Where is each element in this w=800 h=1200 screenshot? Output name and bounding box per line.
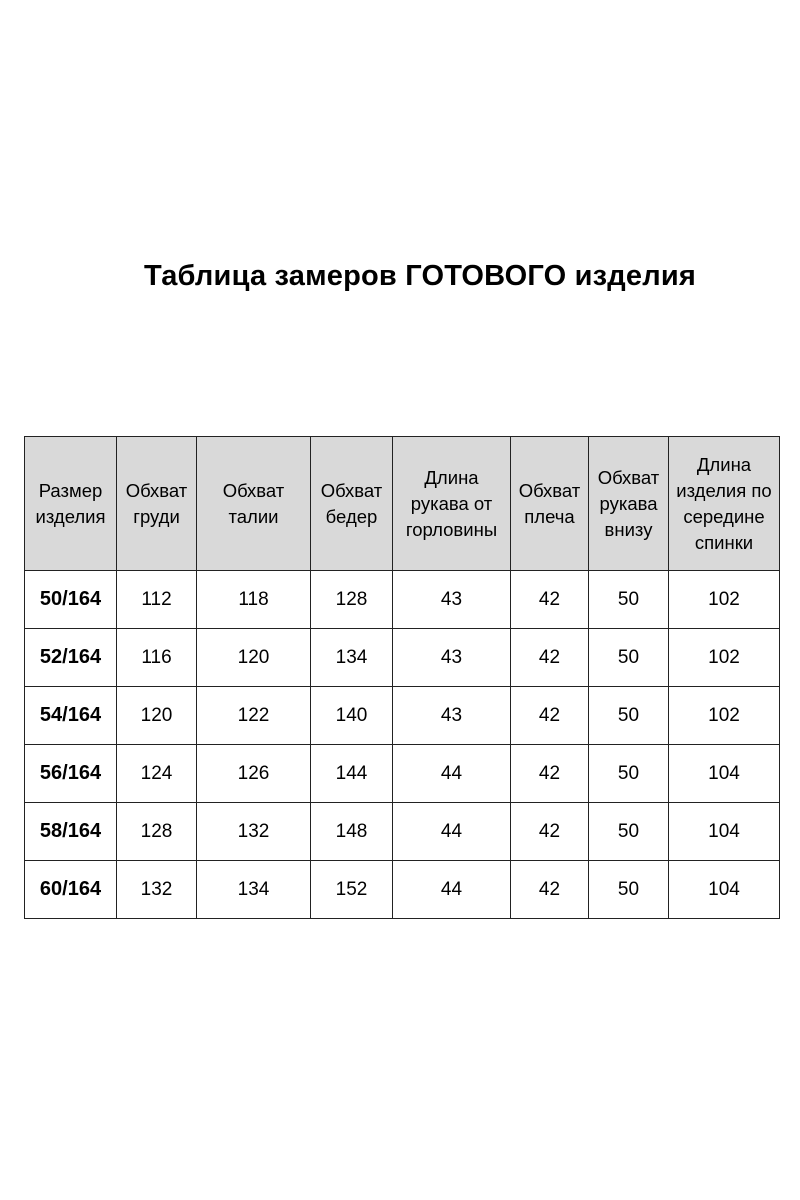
table-cell: 42 (511, 861, 589, 919)
table-cell: 126 (197, 745, 311, 803)
table-cell: 102 (669, 571, 780, 629)
table-cell: 144 (311, 745, 393, 803)
table-cell: 42 (511, 687, 589, 745)
table-cell: 50 (589, 745, 669, 803)
table-cell: 118 (197, 571, 311, 629)
size-measurements-table (24, 436, 780, 919)
table-cell: 102 (669, 687, 780, 745)
size-cell: 50/164 (25, 571, 117, 629)
size-cell: 60/164 (25, 861, 117, 919)
table-cell: 128 (117, 803, 197, 861)
table-cell: 43 (393, 687, 511, 745)
table-cell: 132 (117, 861, 197, 919)
table-row (25, 571, 780, 629)
size-cell: 54/164 (25, 687, 117, 745)
table-cell: 120 (197, 629, 311, 687)
table-cell: 122 (197, 687, 311, 745)
header-sleeve-length: Длина рукава от горловины (393, 437, 511, 571)
table-cell: 112 (117, 571, 197, 629)
table-cell: 44 (393, 745, 511, 803)
header-chest: Обхват груди (117, 437, 197, 571)
table-row (25, 745, 780, 803)
table-cell: 132 (197, 803, 311, 861)
header-waist: Обхват талии (197, 437, 311, 571)
table-cell: 128 (311, 571, 393, 629)
page-title: Таблица замеров ГОТОВОГО изделия (144, 260, 696, 292)
table-cell: 50 (589, 629, 669, 687)
table-cell: 116 (117, 629, 197, 687)
table-row (25, 803, 780, 861)
table-cell: 44 (393, 861, 511, 919)
table-cell: 148 (311, 803, 393, 861)
table-cell: 50 (589, 571, 669, 629)
header-hips: Обхват бедер (311, 437, 393, 571)
header-size: Размер изделия (25, 437, 117, 571)
table-row (25, 629, 780, 687)
table-cell: 50 (589, 687, 669, 745)
table-cell: 42 (511, 629, 589, 687)
size-cell: 58/164 (25, 803, 117, 861)
size-cell: 56/164 (25, 745, 117, 803)
table-cell: 140 (311, 687, 393, 745)
table-cell: 42 (511, 745, 589, 803)
table-cell: 104 (669, 861, 780, 919)
table-cell: 50 (589, 803, 669, 861)
header-sleeve-bottom: Обхват рукава внизу (589, 437, 669, 571)
table-cell: 104 (669, 745, 780, 803)
table-row (25, 861, 780, 919)
size-cell: 52/164 (25, 629, 117, 687)
table-cell: 44 (393, 803, 511, 861)
table-cell: 124 (117, 745, 197, 803)
table-cell: 152 (311, 861, 393, 919)
table-cell: 50 (589, 861, 669, 919)
table-header-row (25, 437, 780, 571)
table-row (25, 687, 780, 745)
header-back-length: Длина изделия по середине спинки (669, 437, 780, 571)
table-cell: 104 (669, 803, 780, 861)
table-cell: 43 (393, 629, 511, 687)
table-cell: 120 (117, 687, 197, 745)
header-shoulder: Обхват плеча (511, 437, 589, 571)
table-cell: 42 (511, 571, 589, 629)
table-cell: 102 (669, 629, 780, 687)
table-cell: 134 (197, 861, 311, 919)
table-cell: 134 (311, 629, 393, 687)
table-cell: 43 (393, 571, 511, 629)
table-cell: 42 (511, 803, 589, 861)
